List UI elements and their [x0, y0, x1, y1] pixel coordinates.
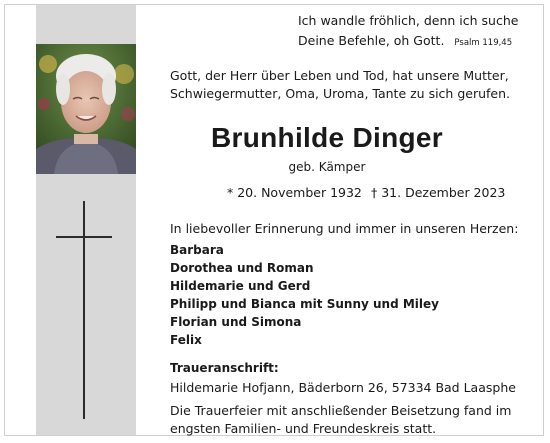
quote-line-2	[298, 33, 512, 51]
mourner-name: Hildemarie und Gerd	[170, 279, 311, 293]
announcement-line-1: Gott, der Herr über Leben und Tod, hat unsere Mutter,	[170, 68, 509, 83]
cross-horizontal-bar	[56, 236, 112, 238]
cross-vertical-bar	[83, 201, 85, 419]
announcement-text	[170, 67, 510, 103]
death-date: † 31. Dezember 2023	[371, 185, 506, 200]
maiden-name: geb. Kämper	[288, 160, 366, 174]
psalm-reference: Psalm 119,45	[454, 38, 513, 48]
service-line-1: Die Trauerfeier mit anschließender Beisetzung fand im	[170, 403, 512, 418]
announcement-line-2: Schwiegermutter, Oma, Uroma, Tante zu sich gerufen.	[170, 86, 511, 101]
mourner-name: Florian und Simona	[170, 315, 302, 329]
deceased-name: Brunhilde Dinger	[211, 122, 443, 153]
service-line-2: engsten Familien- und Freundeskreis statt.	[170, 421, 437, 436]
mourner-name: Barbara	[170, 243, 224, 257]
address-label: Traueranschrift:	[170, 361, 279, 375]
memory-text: In liebevoller Erinnerung und immer in unseren Herzen:	[170, 221, 519, 236]
mourner-name: Dorothea und Roman	[170, 261, 314, 275]
quote-line-2-text: Deine Befehle, oh Gott.	[298, 33, 445, 48]
birth-date: * 20. November 1932	[227, 185, 362, 200]
portrait-photo	[36, 44, 136, 174]
mourner-name: Felix	[170, 333, 202, 347]
address-text: Hildemarie Hofjann, Bäderborn 26, 57334 Bad Laasphe	[170, 380, 516, 395]
mourner-name: Philipp und Bianca mit Sunny und Miley	[170, 297, 439, 311]
quote-line-1: Ich wandle fröhlich, denn ich suche	[298, 13, 519, 28]
mourners-list	[170, 241, 439, 349]
service-notice	[170, 402, 511, 438]
